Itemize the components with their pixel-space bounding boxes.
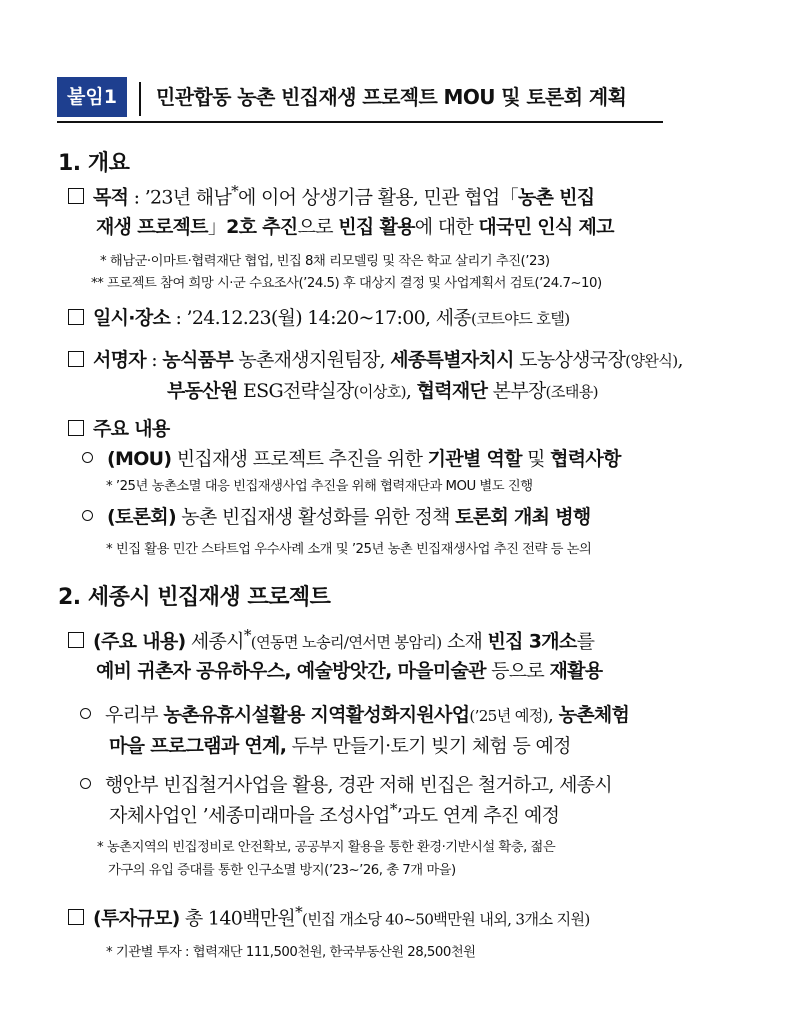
purpose-line-2 [96, 212, 614, 239]
mafra-line-1 [80, 700, 629, 727]
signers-text: 도농상생국장 [513, 349, 626, 371]
checkbox-square-icon [68, 309, 84, 325]
purpose-footnote-2: ** 프로젝트 참여 희망 시·군 수요조사(’24.5) 후 대상지 결정 및 사업계획서 검토(’24.7~10) [91, 276, 602, 291]
s2-location: (연동면 노송리/연서면 봉암리) [250, 633, 442, 652]
purpose-text: 으로 [297, 216, 339, 238]
datetime-text: : ’24.12.23(월) 14:20~17:00, 세종 [170, 307, 472, 329]
mois-line-2 [109, 800, 559, 827]
contents-label: 주요 내용 [93, 418, 170, 440]
mou-emphasis: 협력사항 [550, 448, 621, 470]
investment-line [68, 903, 590, 930]
signers-line-1 [68, 345, 683, 372]
mou-emphasis: 기관별 역할 [427, 448, 522, 470]
checkbox-square-icon [68, 420, 84, 436]
checkbox-square-icon [68, 632, 84, 648]
mafra-text: 우리부 [105, 704, 164, 726]
mois-text: ’과도 연계 추진 예정 [396, 804, 560, 827]
mou-label: (MOU) [107, 448, 172, 470]
checkbox-square-icon [68, 351, 84, 367]
attachment-badge: 붙임1 [57, 77, 127, 117]
forum-footnote: * 빈집 활용 민간 스타트업 우수사례 소개 및 ’25년 농촌 빈집재생사업 추진 전략 등 논의 [106, 542, 592, 557]
bullet-circle-icon [80, 708, 91, 719]
contents-heading [68, 414, 170, 441]
signer-org: 세종특별자치시 [390, 349, 514, 371]
signers-text: ESG전략실장 [237, 380, 354, 402]
signers-text: 농촌재생지원팀장, [232, 349, 391, 371]
signer-org: 농식품부 [162, 349, 233, 371]
mois-line-1 [80, 770, 612, 797]
signers-text: , [677, 349, 683, 371]
investment-text: 총 140백만원 [179, 907, 296, 930]
section-2-title: 2. 세종시 빈집재생 프로젝트 [58, 585, 331, 610]
mou-text: 및 [521, 448, 551, 470]
mafra-emphasis: 농촌유휴시설활용 지역활성화지원사업 [163, 704, 470, 726]
s2-main-emphasis: 예비 귀촌자 공유하우스, 예술방앗간, 마을미술관 [96, 660, 486, 682]
s2-main-line-2 [96, 656, 602, 683]
s2-main-text: 세종시 [185, 630, 244, 653]
s2-main-text: 등으로 [485, 660, 550, 682]
investment-footnote: * 기관별 투자 : 협력재단 111,500천원, 한국부동산원 28,500천원 [106, 945, 476, 960]
purpose-emphasis: 대국민 인식 제고 [478, 216, 614, 238]
purpose-text: 」 [207, 216, 227, 238]
checkbox-square-icon [68, 909, 84, 925]
signer-org: 협력재단 [416, 380, 488, 402]
mou-line [82, 444, 621, 471]
header-underline [57, 121, 663, 123]
purpose-emphasis: 2호 추진 [226, 216, 298, 238]
investment-label: (투자규모) [93, 907, 180, 930]
s2-main-text: 를 [576, 630, 595, 653]
forum-label: (토론회) [107, 506, 176, 528]
purpose-line-1 [68, 182, 594, 209]
s2-main-text: 소재 [441, 630, 488, 653]
signers-line-2 [167, 376, 598, 403]
footnote-mark: * [243, 626, 251, 644]
mafra-emphasis: 농촌체험 [558, 704, 630, 726]
mois-text: 자체사업인 ’세종미래마을 조성사업 [109, 804, 390, 827]
datetime-venue: (코트야드 호텔) [471, 310, 570, 328]
forum-line [82, 502, 591, 529]
bullet-circle-icon [82, 452, 93, 463]
s2-main-line-1 [68, 626, 594, 653]
purpose-footnote-1: * 해남군·이마트·협력재단 협업, 빈집 8채 리모델링 및 작은 학교 살리기 추진(’23) [100, 254, 550, 269]
purpose-label: 목적 [93, 186, 129, 209]
footnote-mark: * [295, 903, 302, 921]
signers-text: 본부장 [487, 380, 546, 402]
purpose-emphasis: 농촌 빈집 [517, 186, 595, 209]
signer-name: (양완식) [625, 352, 678, 370]
purpose-emphasis: 빈집 활용 [338, 216, 415, 238]
bullet-circle-icon [82, 510, 93, 521]
datetime-label: 일시·장소 [93, 307, 171, 329]
forum-text: 농촌 빈집재생 활성화를 위한 정책 [175, 506, 456, 528]
mafra-text: 두부 만들기·토기 빚기 체험 등 예정 [286, 735, 571, 757]
purpose-text: 에 이어 상생기금 활용, 민관 협업「 [238, 186, 518, 209]
signer-name: (조태용) [545, 383, 598, 401]
purpose-emphasis: 재생 프로젝트 [96, 216, 208, 238]
datetime-line [68, 303, 569, 330]
mois-footnote-1: * 농촌지역의 빈집정비로 안전확보, 공공부지 활용을 통한 환경·기반시설 확충, 젊은 [97, 840, 556, 855]
investment-detail: (빈집 개소당 40~50백만원 내외, 3개소 지원) [301, 910, 590, 929]
mois-text: 행안부 빈집철거사업을 활용, 경관 저해 빈집은 철거하고, 세종시 [105, 774, 613, 796]
mafra-line-2 [109, 731, 571, 758]
checkbox-square-icon [68, 188, 84, 204]
s2-main-label: (주요 내용) [93, 630, 186, 653]
page-title: 민관합동 농촌 빈집재생 프로젝트 MOU 및 토론회 계획 [156, 85, 627, 109]
mafra-year: (’25년 예정) [469, 707, 548, 725]
section-1-title: 1. 개요 [58, 151, 130, 176]
signers-text: : [145, 349, 163, 371]
mafra-text: , [547, 704, 559, 726]
purpose-text: 에 대한 [414, 216, 479, 238]
signers-text: , [405, 380, 417, 402]
forum-emphasis: 토론회 개최 병행 [455, 506, 591, 528]
footnote-mark: * [231, 182, 239, 200]
mois-footnote-2: 가구의 유입 증대를 통한 인구소멸 방지(’23~’26, 총 7개 마을) [108, 863, 456, 878]
footnote-mark: * [389, 800, 397, 818]
s2-main-emphasis: 빈집 3개소 [487, 630, 577, 653]
signer-name: (이상호) [353, 383, 406, 401]
header-divider [139, 82, 141, 116]
s2-main-emphasis: 재활용 [549, 660, 603, 682]
mou-text: 빈집재생 프로젝트 추진을 위한 [171, 448, 428, 470]
bullet-circle-icon [80, 778, 91, 789]
signers-label: 서명자 [93, 349, 146, 371]
signer-org: 부동산원 [167, 380, 238, 402]
mou-footnote: * ’25년 농촌소멸 대응 빈집재생사업 추진을 위해 협력재단과 MOU 별도 진행 [106, 479, 533, 494]
mafra-emphasis: 마을 프로그램과 연계, [109, 735, 287, 757]
purpose-text: : ’23년 해남 [128, 186, 232, 209]
